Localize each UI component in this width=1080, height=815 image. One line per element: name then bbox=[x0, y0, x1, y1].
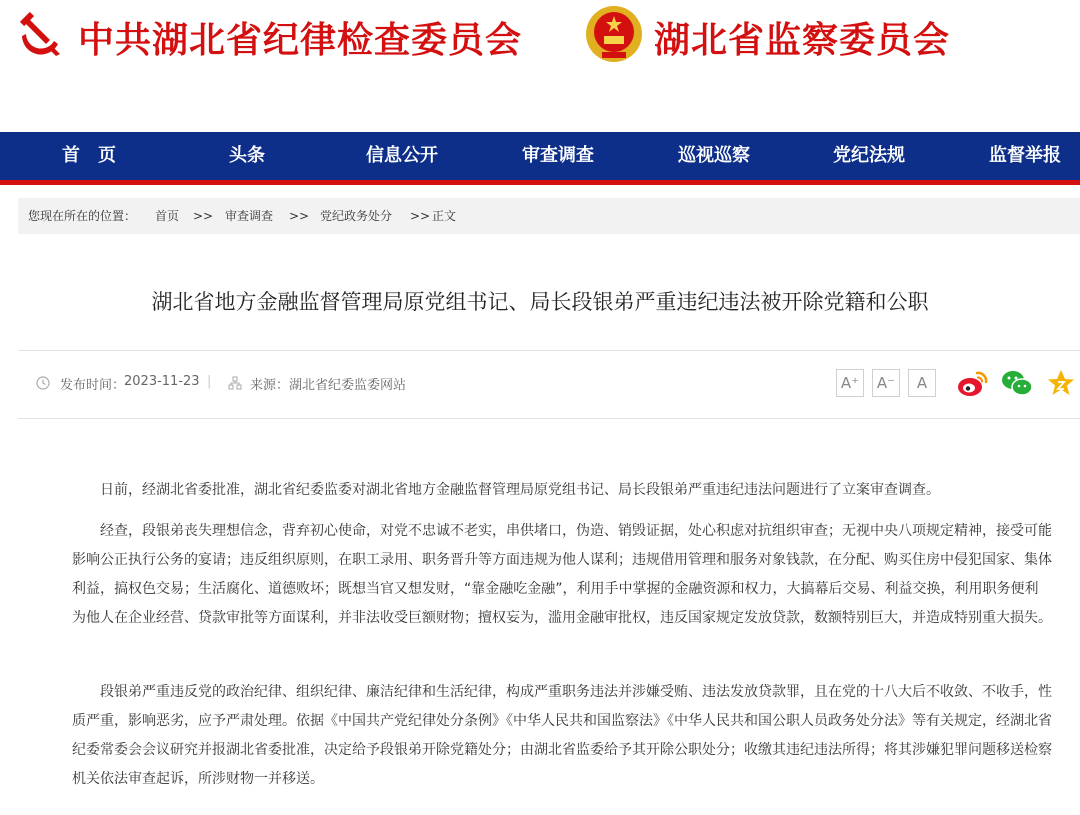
party-emblem-icon bbox=[14, 8, 68, 62]
divider bbox=[18, 418, 1080, 419]
nav-item-reporting[interactable]: 监督举报 bbox=[989, 145, 1061, 166]
nav-item-investigation[interactable]: 审查调查 bbox=[522, 145, 594, 166]
source-label: 来源： bbox=[250, 378, 290, 393]
breadcrumb-link-home[interactable]: 首页 bbox=[155, 209, 180, 223]
nav-item-inspection[interactable]: 巡视巡察 bbox=[678, 145, 750, 166]
breadcrumb-link-discipline[interactable]: 党纪政务处分 bbox=[320, 209, 393, 223]
article-paragraph: 经查，段银弟丧失理想信念，背弃初心使命，对党不忠诚不老实，串供堵口，伪造、销毁证据，处心积虑对抗组织审查；无视中央八项规定精神，接受可能影响公正执行公务的宴请；违反组织原则，在职工录用、职务晋升等方面违规为他人谋利；违规借用管理和服务对象钱款，在分配、购买住房中侵犯国家、集体利益，搞权色交易；生活腐化、道德败坏；既想当官又想发财，“靠金融吃金融”，利用手中掌握的金融资源和权力，大搞幕后交易、利益交换，利用职务便利为他人在企业经营、贷款审批等方面谋利，并非法收受巨额财物；擅权妄为，滥用金融审批权，违反国家规定发放贷款，数额特别巨大，并造成特别重大损失。 bbox=[72, 523, 1052, 626]
breadcrumb-prefix: 您现在所在的位置： bbox=[28, 209, 137, 223]
nav-item-regulations[interactable]: 党纪法规 bbox=[833, 145, 905, 166]
nav-item-info-disclosure[interactable]: 信息公开 bbox=[366, 145, 438, 166]
site-title-discipline: 中共湖北省纪律检查委员会 bbox=[78, 20, 523, 61]
site-header bbox=[0, 0, 1080, 132]
main-nav bbox=[0, 132, 1080, 180]
font-increase-button[interactable]: A⁺ bbox=[836, 369, 864, 397]
publish-label: 发布时间： bbox=[60, 378, 126, 393]
breadcrumb bbox=[18, 198, 1080, 234]
font-decrease-button[interactable]: A⁻ bbox=[872, 369, 900, 397]
breadcrumb-link-investigation[interactable]: 审查调查 bbox=[225, 209, 274, 223]
divider bbox=[18, 350, 1080, 351]
breadcrumb-current: 正文 bbox=[432, 209, 457, 223]
national-emblem-icon bbox=[584, 4, 644, 64]
source-icon bbox=[228, 376, 242, 390]
breadcrumb-separator: >> bbox=[193, 209, 214, 223]
nav-item-headlines[interactable]: 头条 bbox=[229, 145, 265, 166]
article-body bbox=[72, 678, 1052, 794]
breadcrumb-separator: >> bbox=[289, 209, 310, 223]
favorite-icon[interactable] bbox=[1046, 368, 1076, 398]
article-paragraph: 段银弟严重违反党的政治纪律、组织纪律、廉洁纪律和生活纪律，构成严重职务违法并涉嫌受贿、违法发放贷款罪，且在党的十八大后不收敛、不收手，性质严重，影响恶劣，应予严肃处理。依据《中国共产党纪律处分条例》《中华人民共和国监察法》《中华人民共和国公职人员政务处分法》等有关规定，经湖北省纪委常委会会议研究并报湖北省委批准，决定给予段银弟开除党籍处分；由湖北省监委给予其开除公职处分；收缴其违纪违法所得；将其涉嫌犯罪问题移送检察机关依法审查起诉，所涉财物一并移送。 bbox=[72, 684, 1052, 787]
publish-date: 2023-11-23 bbox=[124, 374, 200, 389]
article-title: 湖北省地方金融监督管理局原党组书记、局长段银弟严重违纪违法被开除党籍和公职 bbox=[151, 290, 929, 314]
font-default-button[interactable]: A bbox=[908, 369, 936, 397]
article-body bbox=[72, 517, 1052, 633]
nav-accent-bar bbox=[0, 180, 1080, 185]
weibo-icon[interactable] bbox=[957, 368, 989, 398]
breadcrumb-separator: >> bbox=[410, 209, 431, 223]
nav-item-home[interactable]: 首 页 bbox=[62, 145, 116, 166]
article-paragraph: 日前，经湖北省委批准，湖北省纪委监委对湖北省地方金融监督管理局原党组书记、局长段银弟严重违纪违法问题进行了立案审查调查。 bbox=[100, 482, 940, 498]
source-value: 湖北省纪委监委网站 bbox=[289, 378, 407, 393]
article-body bbox=[72, 476, 1052, 505]
site-title-supervision: 湖北省监察委员会 bbox=[654, 20, 951, 61]
wechat-icon[interactable] bbox=[1001, 368, 1033, 398]
meta-separator: | bbox=[207, 374, 212, 389]
clock-icon bbox=[36, 376, 50, 390]
